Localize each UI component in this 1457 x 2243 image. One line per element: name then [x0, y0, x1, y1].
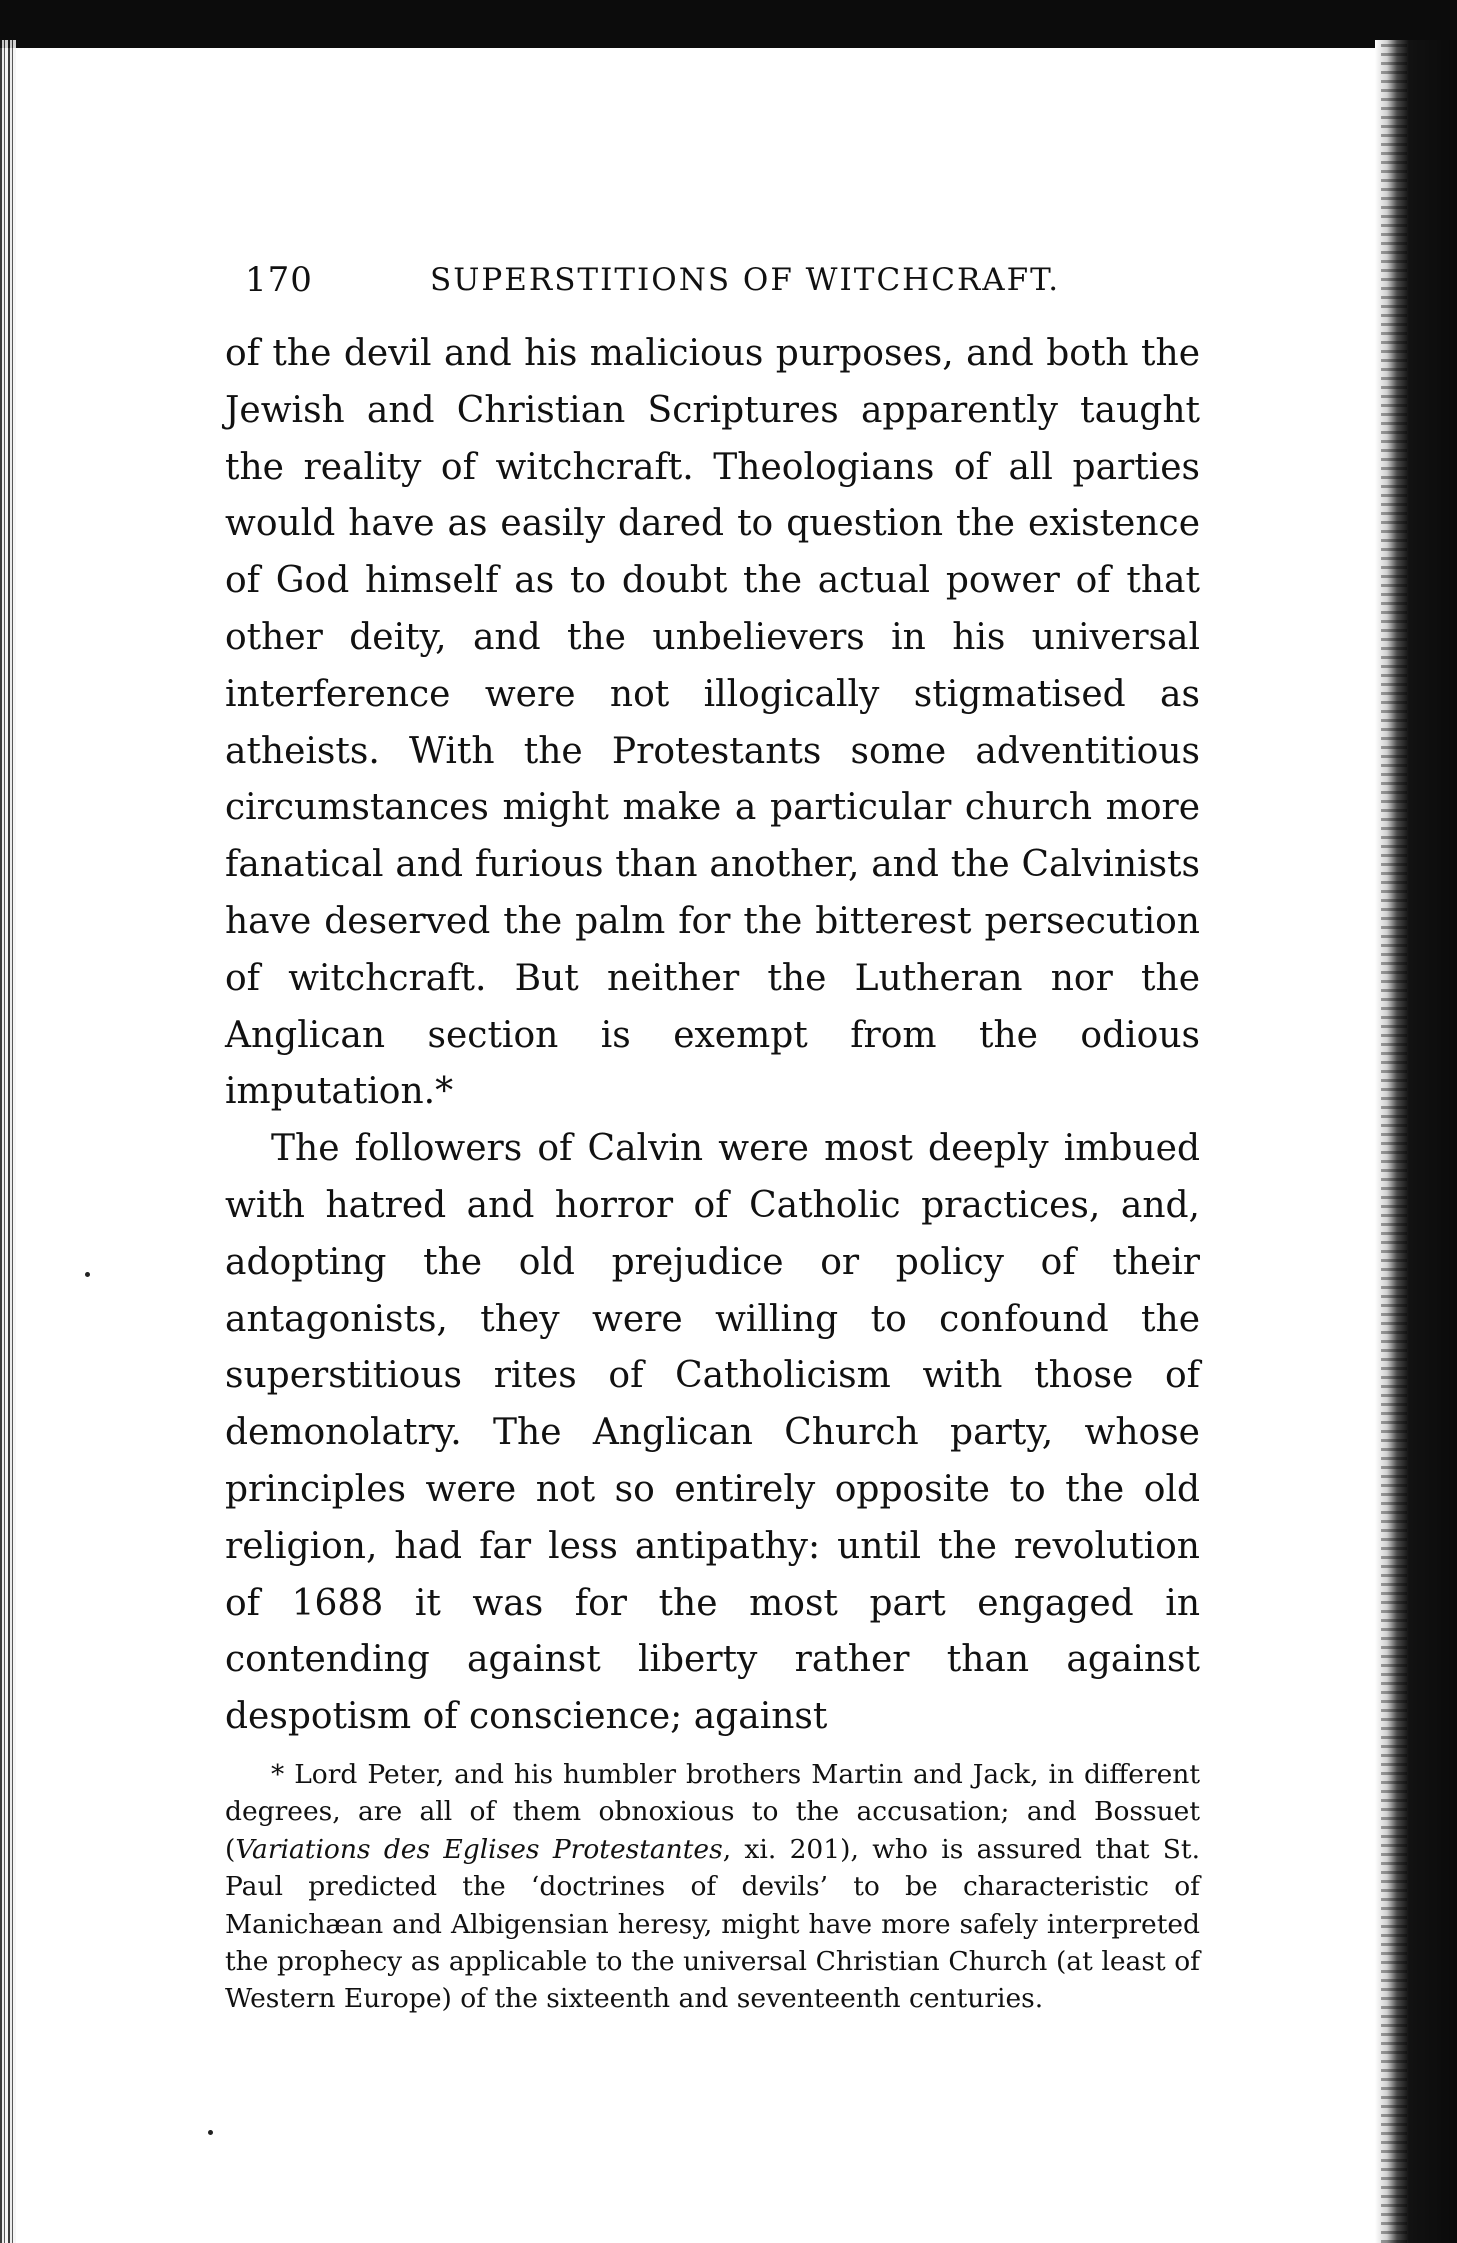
scan-right-page-edge	[1375, 40, 1457, 2243]
paragraph-calvin: The followers of Calvin were most deeply imbued with hatred and horror of Catholic practices, and, adopting the old prejudice or policy of their antagonists, they were willing to confound the superstitious rites of Catholicism with those of demonolatry. The Anglican Church party, whose principles were not so entirely opposite to the old religion, had far less antipathy: until the revolution of 1688 it was for the most part engaged in contending against liberty rather than against despotism of conscience; against	[225, 1128, 1200, 1738]
footnote-text-part-1: * Lord Peter, and his humbler brothers Martin and Jack, in different degrees, are all of them obnoxious to the accusation; and Bossuet (	[225, 1758, 1200, 1865]
scan-speck	[208, 2130, 213, 2135]
paragraph-continued: of the devil and his malicious purposes, and both the Jewish and Christian Scriptures apparently taught the reality of witchcraft. Theologians of all parties would have as easily dared to question the existence of God himself as to doubt the actual power of that other deity, and the unbelievers in his universal interference were not illogically stigmatised as atheists. With the Protestants some adventitious circumstances might make a particular church more fanatical and furious than another, and the Calvinists have deserved the palm for the bitterest persecution of witchcraft. But neither the Lutheran nor the Anglican section is exempt from the odious imputation.*	[225, 333, 1200, 1113]
scan-left-binding-edge	[0, 40, 16, 2243]
footnote-text-part-2: , xi. 201), who is assured that St. Paul predicted the ‘doctrines of devils’ to be characteristic of Manichæan and Albigensian heresy, might have more safely interpreted the prophecy as applicable to the universal Christian Church (at least of Western Europe) of the sixteenth and seventeenth centuries.	[225, 1833, 1201, 2015]
running-header	[225, 240, 1200, 300]
footnote-italic-title: Variations des Eglises Protestantes	[235, 1833, 723, 1865]
main-text	[225, 326, 1200, 1746]
scan-speck	[85, 1272, 90, 1277]
footnote-text	[225, 1756, 1200, 2018]
footnote	[225, 1756, 1200, 2018]
page-number: 170	[245, 260, 313, 300]
running-title: SUPERSTITIONS OF WITCHCRAFT.	[430, 262, 1061, 298]
scan-top-border	[0, 0, 1457, 48]
book-page	[225, 240, 1200, 2018]
